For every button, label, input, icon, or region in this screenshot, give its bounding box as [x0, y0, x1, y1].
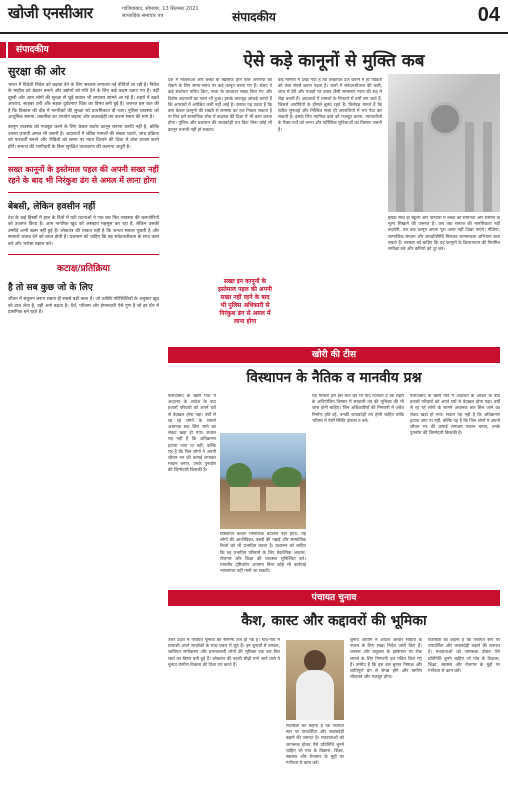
editorial-label: संपादकीय: [8, 42, 159, 58]
building: [230, 487, 260, 511]
person-head: [304, 650, 326, 672]
article-2-col-1b: विस्थापन केवल भौगोलिक बदलाव नहीं होता, यह लोगों की आजीविका, बच्चों की पढ़ाई और सामाजिक रिश्तों को भी प्रभावित करता है। प्रशासन को चाहिए कि वह प्रभावित परिवारों के लिए वैकल्पिक आवास, रोजगार और शिक्षा की व्यवस्था सुनिश्चित करे। मानवीय दृष्टिकोण अपनाए बिना कोई भी कार्रवाई न्यायसंगत नहीं मानी जा सकती।: [220, 532, 306, 575]
left-headline-3: है तो सब कुछ जो के लिए: [8, 283, 93, 294]
building: [266, 487, 300, 511]
section-band-2-label: पंचायत चुनाव: [311, 593, 357, 603]
tree: [272, 467, 302, 489]
divider: [8, 254, 159, 255]
article-3-headline: कैश, कास्ट और कद्दावरों की भूमिका: [241, 613, 427, 629]
emblem-icon: [428, 102, 462, 136]
left-body-2: कानून व्यवस्था को मजबूत करने के लिए केवल कठोर कानून बनाना काफी नहीं है, बल्कि उनका प्रभावी अमल भी जरूरी है। अदालतों में लंबित मामलों की संख्या घटाने, जांच प्रक्रिया को पारदर्शी बनाने और पीड़ितों को समय पर न्याय दिलाने की दिशा में ठोस प्रयास करने होंगे। समाज की भागीदारी के बिना सुरक्षित वातावरण की कल्पना अधूरी है।: [8, 125, 159, 150]
page-number: 04: [477, 4, 500, 26]
newspaper-logo: खोजी एनसीआर: [8, 4, 93, 22]
pillar: [414, 122, 423, 212]
article-3-col-1b: विशेषज्ञों का कहना है कि पंचायत स्तर पर पारदर्शिता और जवाबदेही बढ़ाने की जरूरत है। मतदाताओं को जागरूक होकर ऐसे प्रतिनिधि चुनने चाहिए जो गांव के विकास, शिक्षा, स्वास्थ्य और रोजगार के मुद्दों पर गंभीरता से काम करें।: [286, 724, 344, 767]
left-column: [8, 40, 159, 792]
person-photo: [286, 640, 344, 720]
section-title: संपादकीय: [232, 10, 276, 24]
khori-photo: [220, 433, 306, 529]
section-band: [168, 347, 500, 363]
pillar: [483, 122, 492, 212]
article-2-col-1: फरीदाबाद के खोरी गांव में अदालत के आदेश के बाद हजारों परिवारों को अपने घरों से बेदखल होना पड़ा। वर्षों से रह रहे लोगों के सामने अचानक छत छिन जाने का संकट खड़ा हो गया। सवाल यह नहीं है कि अतिक्रमण हटाया जाए या नहीं, बल्कि यह है कि जिन लोगों ने अपनी जीवन भर की कमाई लगाकर मकान बनाए, उनके पुनर्वास की जिम्मेदारी किसकी है।: [168, 394, 216, 474]
court-building-photo: [388, 74, 500, 212]
article-3-col-3: विशेषज्ञों का कहना है कि पंचायत स्तर पर पारदर्शिता और जवाबदेही बढ़ाने की जरूरत है। मतदाताओं को जागरूक होकर ऐसे प्रतिनिधि चुनने चाहिए जो गांव के विकास, शिक्षा, स्वास्थ्य और रोजगार के मुद्दों पर गंभीरता से काम करें।: [428, 638, 500, 675]
section-band-2: [168, 590, 500, 606]
divider: [8, 192, 159, 193]
pillar: [465, 122, 474, 212]
tree: [226, 463, 252, 489]
article-1-quote: सख्त इन कानूनों के इस्तेमाल पहल की अपनी सख्त नहीं रहने के बाद भी पुलिस अधिकारी से निरंकुश ढंग से अमल में लाना होगा: [218, 278, 272, 325]
article-1-col-3: इसके साथ ही स्कूलों और परिवारों में बच्चों को समानता और सम्मान के मूल्य सिखाने की जरूरत है। जब तक समाज की मानसिकता नहीं बदलेगी, तब तक कानून अपना पूरा असर नहीं दिखा पाएंगे। मीडिया, सामाजिक संगठन और जनप्रतिनिधि मिलकर जागरूकता अभियान चला सकते हैं। सरकार को चाहिए कि वह कानूनों के क्रियान्वयन की नियमित समीक्षा करे और कमियों को दूर करे।: [388, 216, 500, 253]
article-1-col-1: देश में महिलाओं और बच्चों के खिलाफ होने वाले अपराधों को रोकने के लिए समय-समय पर कड़े कानून बनाए गए हैं। संसद ने कई संशोधन पारित किए, सजा के प्रावधान सख्त किए गए और विशेष अदालतों का गठन भी हुआ। इसके बावजूद आंकड़े बताते हैं कि अपराधों में अपेक्षित कमी नहीं आई है। सवाल यह उठता है कि क्या केवल कानूनों की सख्ती से समस्या का हल निकल सकता है या फिर हमें सामाजिक सोच में बदलाव की दिशा में भी काम करना होगा। पुलिस और प्रशासन की जवाबदेही तय किए बिना कोई भी कानून प्रभावी नहीं हो सकता।: [168, 78, 272, 133]
pillar: [396, 122, 405, 212]
small-heading: कटाक्ष/प्रतिक्रिया: [57, 264, 110, 275]
article-2-col-2: यह मामला हमें इस बात की भी याद दिलाता है कि शहरों के अनियोजित विस्तार में सरकारी तंत्र की भूमिका की भी जांच होनी चाहिए। जिन अधिकारियों की निगरानी में अवैध निर्माण होते रहे, उनकी जवाबदेही तय होनी चाहिए ताकि भविष्य में ऐसी स्थिति दोबारा न बने।: [312, 394, 404, 424]
article-1-col-2: कई मामलों में देखा गया है कि शिकायत दर्ज कराने में ही पीड़ितों को लंबा संघर्ष करना पड़ता है। थानों में संवेदनशीलता की कमी, जांच में देरी और गवाहों पर दबाव जैसी समस्याएं न्याय की राह में रोड़ा बनती हैं। अदालतों में मामलों के निपटारे में वर्षों लग जाते हैं, जिससे आरोपियों के हौसले बुलंद रहते हैं। विशेषज्ञ मानते हैं कि त्वरित सुनवाई और निश्चित सजा ही अपराधियों में भय पैदा कर सकती है। इसके लिए न्यायिक ढांचे को मजबूत करना, न्यायाधीशों के रिक्त पदों को भरना और फॉरेंसिक सुविधाओं का विस्तार जरूरी है।: [278, 78, 382, 133]
date-line-2: साप्ताहिक समाचार पत्र: [122, 13, 164, 19]
section-band-label: खोरी की टीस: [311, 350, 357, 360]
left-body-1: भारत में विदेशी निवेश को बढ़ावा देने के लिए सरकार लगातार नई नीतियाँ ला रही है। निवेश के माहौल को बेहतर बनाने और उद्योगों को गति देने के लिए कई कदम उठाए गए हैं। वहीं दूसरी ओर आम लोगों की सुरक्षा से जुड़े सवाल भी लगातार सामने आ रहे हैं। शहरों में बढ़ते अपराध, साइबर ठगी और सड़क दुर्घटनाएं चिंता का विषय बनी हुई हैं। जरूरत इस बात की है कि विकास की दौड़ में नागरिकों की सुरक्षा को प्राथमिकता दी जाए। पुलिस व्यवस्था को आधुनिक बनाना, तकनीक का उपयोग बढ़ाना और जवाबदेही तय करना समय की मांग है।: [8, 83, 159, 121]
article-3-col-1: उत्तर प्रदेश में पंचायत चुनावों की सरगर्मी तेज हो गई है। गांव-गांव में प्रत्याशी अपने समर्थकों के साथ प्रचार में जुटे हैं। इन चुनावों में धनबल, जातिगत समीकरण और प्रभावशाली लोगों की भूमिका एक बार फिर चर्चा का विषय बनी हुई है। लोकतंत्र की पहली सीढ़ी माने जाने वाले ये चुनाव ग्रामीण विकास की दिशा तय करते हैं।: [168, 638, 280, 668]
article-3-col-2: चुनाव आयोग ने आदर्श आचार संहिता के पालन के लिए सख्त निर्देश जारी किए हैं। धनबल और बाहुबल के इस्तेमाल पर रोक लगाने के लिए निगरानी दल गठित किए गए हैं। उम्मीद है कि इस बार चुनाव निष्पक्ष और शांतिपूर्ण ढंग से संपन्न होंगे और ग्रामीण लोकतंत्र और मजबूत होगा।: [350, 638, 422, 681]
main-headline: ऐसे कड़े कानूनों से मुक्ति कब: [243, 51, 425, 71]
article-2-headline: विस्थापन के नैतिक व मानवीय प्रश्न: [246, 370, 422, 386]
person-body: [296, 670, 334, 720]
article-2-col-3: फरीदाबाद के खोरी गांव में अदालत के आदेश के बाद हजारों परिवारों को अपने घरों से बेदखल होना पड़ा। वर्षों से रह रहे लोगों के सामने अचानक छत छिन जाने का संकट खड़ा हो गया। सवाल यह नहीं है कि अतिक्रमण हटाया जाए या नहीं, बल्कि यह है कि जिन लोगों ने अपनी जीवन भर की कमाई लगाकर मकान बनाए, उनके पुनर्वास की जिम्मेदारी किसकी है।: [410, 394, 500, 437]
date-line-1: गाजियाबाद, सोमवार, 13 सितम्बर 2021: [122, 6, 199, 12]
pull-quote: सख्त कानूनों के इस्तेमाल पहल की अपनी सख्त नहीं रहने के बाद भी निरंकुश ढंग से अमल में लाना होगा: [8, 165, 159, 186]
masthead: [0, 0, 508, 34]
left-body-4: जीवन में संतुलन बनाए रखना ही सबसे बड़ी कला है। जो व्यक्ति परिस्थितियों के अनुसार खुद को ढाल लेता है, वही आगे बढ़ता है। धैर्य, परिश्रम और ईमानदारी ऐसे गुण हैं जो हर दौर में प्रासंगिक बने रहते हैं।: [8, 297, 159, 315]
left-headline-2: बेबसी, लेकिन हवसीन नहीं: [8, 202, 96, 213]
left-headline-1: सुरक्षा की ओर: [8, 65, 66, 78]
left-body-3: देश के कई हिस्सों में हाल के दिनों में घटी घटनाओं ने एक बार फिर व्यवस्था की कमजोरियों को उजागर किया है। आम नागरिक खुद को असहाय महसूस कर रहा है, लेकिन उसकी उम्मीदें अभी खत्म नहीं हुई हैं। लोकतंत्र की ताकत यही है कि जनता सवाल पूछती है और सरकारें जवाब देने को बाध्य होती हैं। प्रशासन को चाहिए कि वह संवेदनशीलता के साथ काम करे और भरोसा बहाल करे।: [8, 216, 159, 247]
divider: [8, 157, 159, 158]
